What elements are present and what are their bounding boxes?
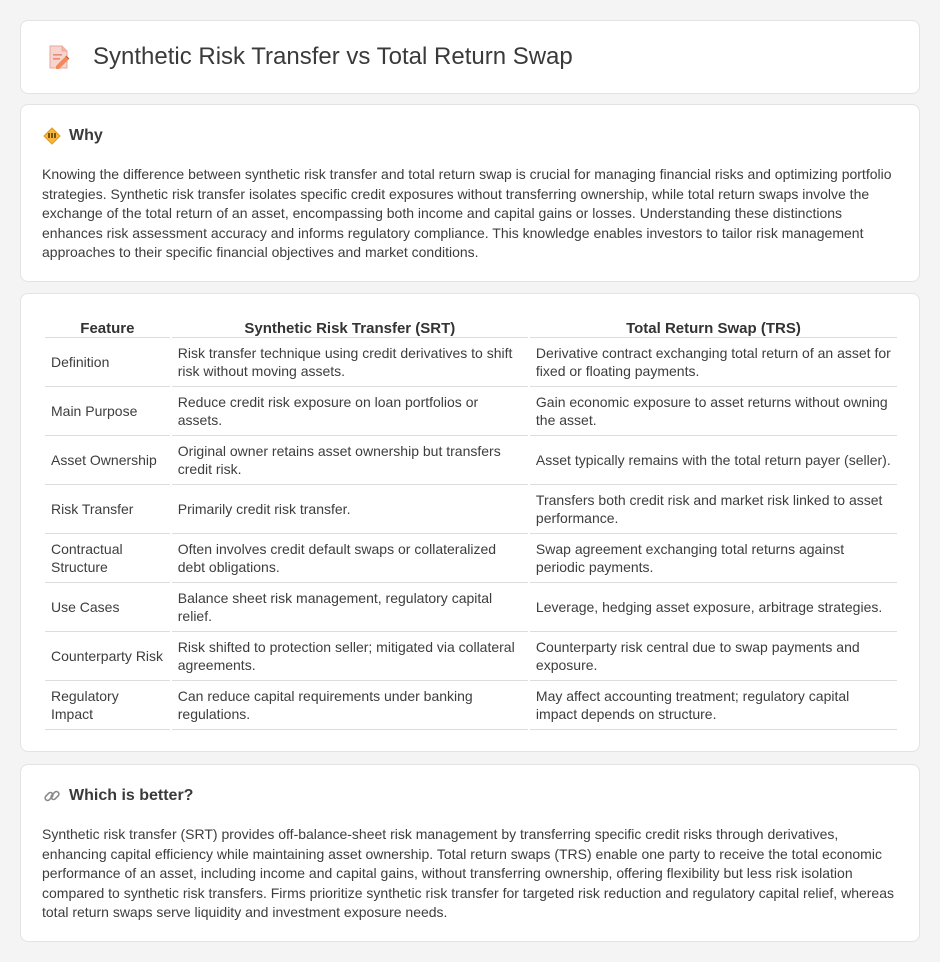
- table-row: [45, 338, 897, 387]
- trs-cell: Counterparty risk central due to swap payments and exposure.: [530, 632, 897, 681]
- srt-cell: Original owner retains asset ownership but transfers credit risk.: [172, 436, 528, 485]
- table-row: [45, 583, 897, 632]
- feature-cell: Regulatory Impact: [45, 681, 170, 730]
- trs-cell: Derivative contract exchanging total return of an asset for fixed or floating payments.: [530, 338, 897, 387]
- feature-cell: Use Cases: [45, 583, 170, 632]
- srt-cell: Risk transfer technique using credit derivatives to shift risk without moving assets.: [172, 338, 528, 387]
- table-row: [45, 681, 897, 730]
- trs-cell: Asset typically remains with the total return payer (seller).: [530, 436, 897, 485]
- why-text: Knowing the difference between synthetic risk transfer and total return swap is crucial for managing financial risks and optimizing portfolio strategies. Synthetic risk transfer isolates specific credit exposures without transferring ownership, while total return swaps involve the exchange of the total return of an asset, encompassing both income and capital gains or losses. Understanding these distinctions enhances risk assessment accuracy and informs regulatory compliance. This knowledge enables investors to tailor risk management approaches to their specific financial objectives and market conditions.: [42, 166, 892, 261]
- comparison-table-card: [20, 293, 920, 752]
- why-section: [20, 104, 920, 282]
- why-title: Why: [69, 127, 103, 144]
- trs-cell: Leverage, hedging asset exposure, arbitrage strategies.: [530, 583, 897, 632]
- feature-cell: Asset Ownership: [45, 436, 170, 485]
- srt-cell: Balance sheet risk management, regulatory capital relief.: [172, 583, 528, 632]
- table-header-row: [45, 316, 897, 338]
- srt-cell: Reduce credit risk exposure on loan portfolios or assets.: [172, 387, 528, 436]
- better-heading: [43, 787, 193, 805]
- table-row: [45, 632, 897, 681]
- trs-cell: Transfers both credit risk and market risk linked to asset performance.: [530, 485, 897, 534]
- column-header-srt: Synthetic Risk Transfer (SRT): [172, 316, 528, 338]
- document-pencil-icon: [47, 44, 71, 70]
- trs-cell: Gain economic exposure to asset returns without owning the asset.: [530, 387, 897, 436]
- why-heading: [43, 127, 103, 145]
- table-row: [45, 485, 897, 534]
- trs-cell: Swap agreement exchanging total returns against periodic payments.: [530, 534, 897, 583]
- comparison-table: [43, 316, 899, 730]
- column-header-feature: Feature: [45, 316, 170, 338]
- srt-cell: Risk shifted to protection seller; mitigated via collateral agreements.: [172, 632, 528, 681]
- feature-cell: Counterparty Risk: [45, 632, 170, 681]
- warning-diamond-icon: [43, 127, 61, 145]
- page-header: [47, 43, 573, 71]
- which-is-better-section: [20, 764, 920, 942]
- table-row: [45, 436, 897, 485]
- feature-cell: Definition: [45, 338, 170, 387]
- column-header-trs: Total Return Swap (TRS): [530, 316, 897, 338]
- link-icon: [43, 787, 61, 805]
- table-row: [45, 534, 897, 583]
- srt-cell: Can reduce capital requirements under banking regulations.: [172, 681, 528, 730]
- feature-cell: Main Purpose: [45, 387, 170, 436]
- better-text: Synthetic risk transfer (SRT) provides off-balance-sheet risk management by transferring specific credit risks through derivatives, enhancing capital efficiency while maintaining asset ownership. Total return swaps (TRS) enable one party to receive the total economic performance of an asset, including income and capital gains, without transferring ownership, offering flexibility but less risk isolation compared to synthetic risk transfers. Firms prioritize synthetic risk transfer for targeted risk reduction and regulatory capital relief, whereas total return swaps serve liquidity and investment exposure needs.: [42, 826, 894, 921]
- trs-cell: May affect accounting treatment; regulatory capital impact depends on structure.: [530, 681, 897, 730]
- table-row: [45, 387, 897, 436]
- feature-cell: Contractual Structure: [45, 534, 170, 583]
- srt-cell: Often involves credit default swaps or collateralized debt obligations.: [172, 534, 528, 583]
- srt-cell: Primarily credit risk transfer.: [172, 485, 528, 534]
- feature-cell: Risk Transfer: [45, 485, 170, 534]
- better-title: Which is better?: [69, 787, 194, 804]
- page-title: Synthetic Risk Transfer vs Total Return Swap: [93, 43, 573, 70]
- header-card: [20, 20, 920, 94]
